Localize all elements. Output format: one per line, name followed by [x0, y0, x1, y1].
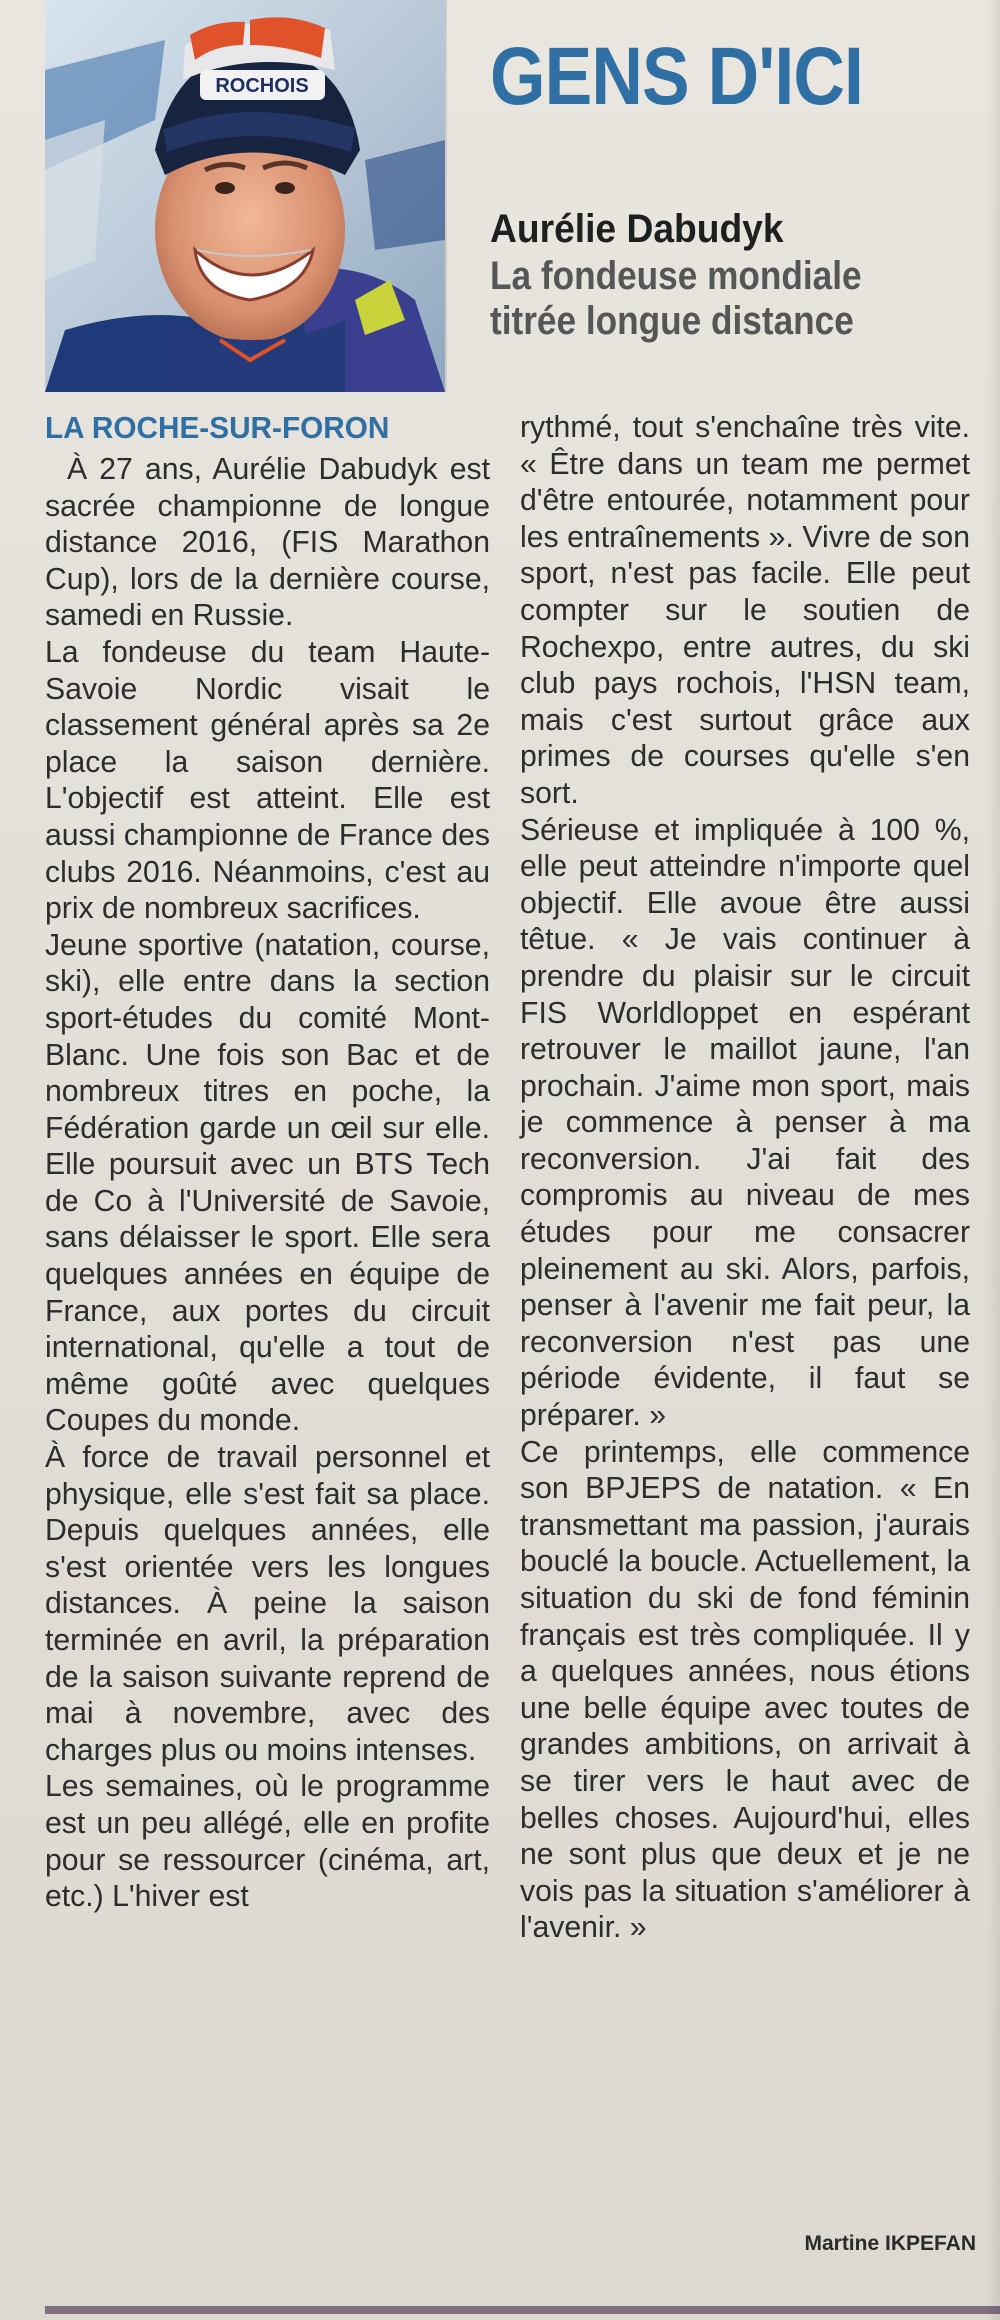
athlete-portrait-image [45, 0, 445, 392]
article-column-left [45, 410, 490, 1916]
bottom-divider [45, 2306, 1000, 2314]
author-byline: Martine IKPEFAN [804, 2232, 976, 2255]
paragraph: La fondeuse du team Haute-Savoie Nordic visait le classement général après sa 2e place la saison dernière. L'objectif est atteint. Elle est aussi championne de France des clubs 2016. Néanmoins, c'est au prix de nombreux sacrifices. [45, 635, 490, 926]
page-edge-shadow [986, 0, 1000, 2320]
paragraph: Ce printemps, elle commence son BPJEPS de natation. « En transmettant ma passion, j'aurais bouclé la boucle. Actuellement, la situation du ski de fond féminin français est très compliquée. Il y a quelques années, nous étions une belle équipe avec toutes de grandes ambitions, on arrivait à se tirer vers le haut avec de belles choses. Aujourd'hui, elles ne sont plus que deux et je ne vois pas la situation s'améliorer à l'avenir. » [520, 1435, 970, 1945]
headline-subtitle: La fondeuse mondiale titrée longue distance [490, 254, 862, 343]
headline-athlete-name: Aurélie Dabudyk [490, 207, 784, 251]
article-column-right [520, 410, 970, 1947]
paragraph: rythmé, tout s'enchaîne très vite. « Être dans un team me permet d'être entourée, notamment pour les entraînements ». Vivre de son sport, n'est pas facile. Elle peut compter sur le soutien de Rochexpo, entre autres, du ski club pays rochois, l'HSN team, mais c'est surtout grâce aux primes de courses qu'elle s'en sort. [520, 411, 970, 810]
paragraph: Jeune sportive (natation, course, ski), elle entre dans la section sport-études du comité Mont-Blanc. Une fois son Bac et de nombreux titres en poche, la Fédération garde un œil sur elle. Elle poursuit avec un BTS Tech de Co à l'Université de Savoie, sans délaisser le sport. Elle sera quelques années en équipe de France, aux portes du circuit international, qu'elle a tout de même goûté avec quelques Coupes du monde. [45, 928, 490, 1438]
paragraph: À 27 ans, Aurélie Dabudyk est sacrée championne de longue distance 2016, (FIS Marathon Cup), lors de la dernière course, samedi en Russie. [45, 453, 490, 633]
section-title: GENS D'ICI [490, 31, 863, 122]
cap-logo-text: ROCHOIS [215, 75, 309, 97]
article-headline [490, 208, 955, 344]
dateline: LA ROCHE-SUR-FORON [45, 410, 390, 445]
athlete-photo [45, 0, 447, 392]
paragraph: Sérieuse et impliquée à 100 %, elle peut atteindre n'importe quel objectif. Elle avoue être aussi têtue. « Je vais continuer à prendre du plaisir sur le circuit FIS Worldloppet en espérant retrouver le maillot jaune, l'an prochain. J'aime mon sport, mais je commence à penser à ma reconversion. J'ai fait des compromis au niveau de mes études pour me consacrer pleinement au ski. Alors, parfois, penser à l'avenir me fait peur, la reconversion n'est pas une période évidente, il faut se préparer. » [520, 813, 970, 1433]
paragraph: Les semaines, où le programme est un peu allégé, elle en profite pour se ressourcer (cinéma, art, etc.) L'hiver est [45, 1770, 490, 1914]
paragraph: À force de travail personnel et physique, elle s'est fait sa place. Depuis quelques années, elle s'est orientée vers les longues distances. À peine la saison terminée en avril, la préparation de la saison suivante reprend de mai à novembre, avec des charges plus ou moins intenses. [45, 1441, 490, 1767]
